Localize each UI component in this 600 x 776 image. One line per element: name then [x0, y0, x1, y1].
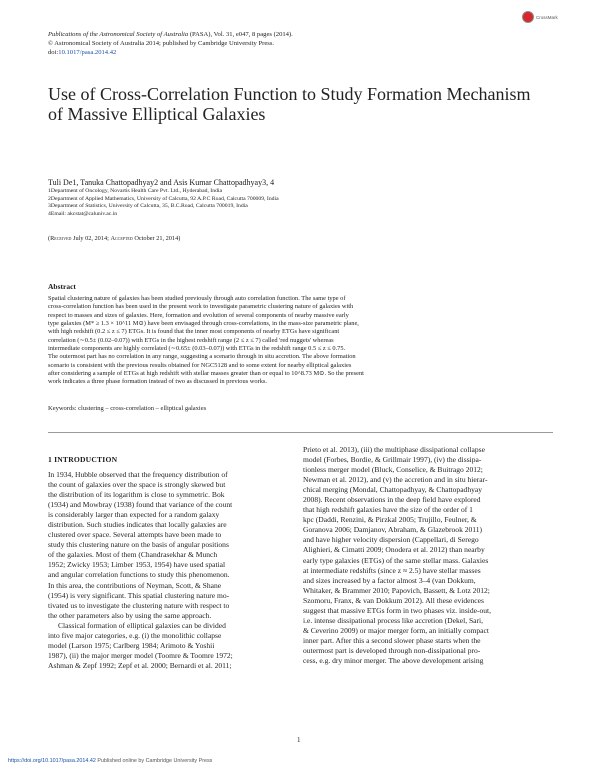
- crossmark-badge[interactable]: [522, 8, 564, 22]
- body-line: Szomoru, Franx, & van Dokkum 2012). All these evidences: [303, 595, 484, 605]
- body-line: In this area, the contributions of Neyman, Scott, & Shane: [48, 580, 222, 590]
- body-line: outermost part is developed through non-dissipational pro-: [303, 645, 481, 655]
- journal-citation: [48, 31, 508, 40]
- left-column: [48, 470, 293, 671]
- abstract-line: cross-correlation function has been used in the present work to investigate parametric clustering nature of galaxies with: [48, 303, 354, 311]
- body-line: inner part. After this a second slower phase starts when the: [303, 635, 481, 645]
- body-line: the distribution of its logarithm is close to symmetric. Bok: [48, 490, 225, 500]
- body-line: (1934) and Mowbray (1938) found that variance of the count: [48, 500, 233, 510]
- body-line: and angular correlation functions to study this phenomenon.: [48, 570, 230, 580]
- affiliation-3: 3Department of Statistics, University of Calcutta, 35, B.C.Road, Calcutta 700019, India: [48, 203, 248, 210]
- author-list: [48, 178, 548, 187]
- abstract-line: after considering a sample of ETGs at high redshift with stellar masses greater than or equal to 10^8.73 M⊙. So the present: [48, 370, 364, 378]
- received-date: July 02, 2014;: [71, 235, 111, 242]
- abstract-line: respect to masses and sizes of galaxies. Here, formation and evolution of several components of nearby massive early: [48, 311, 349, 319]
- body-line: Whitaker, & Brammer 2010; Papovich, Bassett, & Lotz 2012;: [303, 585, 490, 595]
- affiliation-email[interactable]: 4Email: akcstat@caluniv.ac.in: [48, 210, 118, 217]
- body-line: Prieto et al. 2013), (iii) the multiphase dissipational collapse: [303, 445, 485, 454]
- body-line: that high redshift galaxies have the size of the order of 1: [303, 505, 473, 515]
- abstract-heading: Abstract: [48, 282, 76, 291]
- accepted-label: Accepted: [110, 235, 133, 242]
- affiliations: [48, 188, 548, 218]
- received-dates: (Received July 02, 2014; Accepted October 21, 2014): [48, 235, 181, 242]
- abstract-line: scenario is consistent with the previous results obtained for NGC5128 and to some extent for nearby elliptical galaxies: [48, 361, 352, 369]
- body-line: 2008). Recent observations in the deep field have explored: [303, 495, 481, 505]
- doi-label: doi:: [48, 48, 59, 56]
- body-line: Newman et al. 2012), and (v) the accretion and in situ hierar-: [303, 475, 488, 485]
- journal-header: [48, 31, 508, 58]
- body-line: model (Larson 1975; Carlberg 1984; Arimoto & Yoshii: [48, 640, 215, 650]
- authors-text: Tuli De1, Tanuka Chattopadhyay2 and Asis Kumar Chattopadhyay3, 4: [48, 178, 275, 187]
- body-line: suggest that massive ETGs form in two phases viz. inside-out,: [303, 605, 492, 615]
- abstract-line: Spatial clustering nature of galaxies has been studied previously through auto correlation function. The same type of: [48, 295, 346, 302]
- accepted-date: October 21, 2014): [132, 235, 181, 242]
- body-line: Goranova 2006; Damjanov, Abraham, & Glazebrook 2011): [303, 525, 483, 535]
- body-line: In 1934, Hubble observed that the frequency distribution of: [48, 470, 228, 479]
- affiliation-1: 1Department of Oncology, Novartis Health Care Pvt. Ltd., Hyderabad, India: [48, 188, 222, 194]
- section-heading-introduction: 1 INTRODUCTION: [48, 455, 118, 464]
- copyright-line: © Astronomical Society of Australia 2014; published by Cambridge University Press.: [48, 39, 275, 47]
- journal-title: Publications of the Astronomical Society of Australia: [48, 31, 189, 38]
- abstract-line: with high redshift (0.2 ≤ z ≤ 7) ETGs. It is found that the inner most components of nearby ETGs have significant: [48, 328, 340, 336]
- doi-line: [48, 49, 508, 58]
- abstract-line: correlation (∼0.5± (0.02–0.07)) with ETGs in the highest redshift range (2 ≤ z ≤ 7) called 'red nuggets' whereas: [48, 336, 334, 344]
- body-line: 1952; Zwicky 1953; Limber 1953, 1954) have used spatial: [48, 560, 226, 570]
- body-line: early type galaxies (ETGs) of the same stellar mass. Galaxies: [303, 555, 489, 565]
- body-line: cess, e.g. dry minor merger. The above development arising: [303, 655, 484, 665]
- body-line: chical merging (Mondal, Chattopadhyay, & Chattopadhyay: [303, 485, 482, 495]
- section-divider: [48, 432, 553, 433]
- body-line: tionless merger model (Bluck, Conselice, & Buitrago 2012;: [303, 465, 483, 475]
- affiliation-2: 2Department of Applied Mathematics, University of Calcutta, 92 A.P.C Road, Calcutta 700009, India: [48, 195, 279, 202]
- body-line: the count of galaxies over the space is strongly skewed but: [48, 480, 226, 490]
- doi-link[interactable]: 10.1017/pasa.2014.42: [58, 48, 117, 56]
- page-number: 1: [297, 736, 301, 744]
- abstract-line: The outermost part has no correlation in any range, suggesting a scenario through in situ accretion. The above formation: [48, 353, 356, 361]
- paper-title: Use of Cross-Correlation Function to Study Formation Mechanism of Massive Elliptical Galaxies: [48, 84, 531, 124]
- body-line: is considerably larger than expected for a random galaxy: [48, 510, 220, 520]
- body-line: Ashman & Zepf 1992; Zepf et al. 2000; Bernardi et al. 2011;: [48, 660, 232, 670]
- body-line: kpc (Daddi, Renzini, & Pirzkal 2005; Trujillo, Feulner, &: [303, 515, 477, 525]
- abstract-line: intermediate components are highly correlated (∼0.65± (0.03–0.07)) with ETGs in the redshift range 0.5 ≤ z ≤ 0.75.: [48, 345, 346, 353]
- body-line: 1987), (ii) the major merger model (Toomre & Toomre 1972;: [48, 650, 233, 660]
- body-line: the other parameters also by using the same approach.: [48, 610, 212, 620]
- body-line: & Ceverino 2009) or major merger form, an initially compact: [303, 625, 489, 635]
- crossmark-icon: [522, 11, 534, 23]
- body-line: Alighieri, & Cimatti 2009; Onodera et al. 2012) than nearby: [303, 545, 485, 555]
- body-line: clustered over space. Several attempts have been made to: [48, 530, 222, 540]
- footer-doi-link[interactable]: https://doi.org/10.1017/pasa.2014.42: [8, 758, 96, 764]
- page-footer: [8, 758, 212, 764]
- body-line: model (Forbes, Bordie, & Grillmair 1997), (iv) the dissipa-: [303, 455, 482, 465]
- body-line: of the galaxies. Most of them (Chandrasekhar & Munch: [48, 550, 218, 560]
- body-line: Classical formation of elliptical galaxies can be divided: [58, 620, 226, 630]
- received-label: Received: [50, 235, 72, 242]
- footer-published-text: Published online by Cambridge University Press: [95, 758, 213, 764]
- abstract-body: [48, 295, 550, 387]
- body-line: tivated us to investigate the clustering nature with respect to: [48, 600, 230, 610]
- right-column: [303, 445, 553, 666]
- abstract-line: work indicates a three phase formation instead of two as discussed in previous works.: [48, 378, 268, 386]
- abstract-line: type galaxies (M* ≥ 1.3 × 10^11 M⊙) have been envisaged through cross-correlations, in the mass-size parametric plane,: [48, 320, 359, 328]
- keywords: Keywords: clustering – cross-correlation – elliptical galaxies: [48, 405, 207, 412]
- body-line: i.e. intense dissipational process like accretion (Dekel, Sari,: [303, 615, 484, 625]
- body-line: study this clustering nature on the basis of angular positions: [48, 540, 229, 550]
- body-line: (1954) is very significant. This spatial clustering nature mo-: [48, 590, 230, 600]
- journal-volume: (PASA), Vol. 31, e047, 8 pages (2014).: [188, 31, 293, 38]
- body-line: at intermediate redshifts (since z ≈ 2.5) have stellar masses: [303, 565, 481, 575]
- crossmark-label: CrossMark: [536, 14, 558, 20]
- body-line: into five major categories, e.g. (i) the monolithic collapse: [48, 630, 222, 640]
- body-line: and have higher velocity dispersion (Cappellari, di Serego: [303, 535, 479, 545]
- body-line: and sizes increased by a factor almost 3–4 (van Dokkum,: [303, 575, 476, 585]
- body-line: distribution. Such studies indicates that locally galaxies are: [48, 520, 227, 530]
